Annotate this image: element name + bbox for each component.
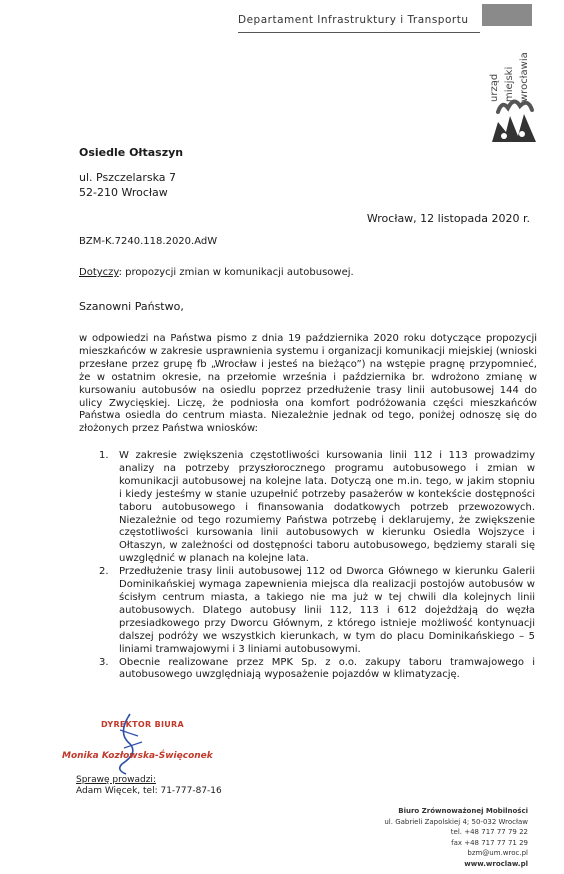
list-item-number: 1. bbox=[99, 450, 109, 461]
recipient-name: Osiedle Ołtaszyn bbox=[79, 146, 184, 159]
subject-label: Dotyczy bbox=[79, 267, 119, 278]
subject-line bbox=[79, 267, 354, 278]
case-handler-label: Sprawę prowadzi: bbox=[76, 775, 156, 785]
body-paragraph: w odpowiedzi na Państwa pismo z dnia 19 października 2020 roku dotyczące propozycji mieszkańców w zakresie usprawnienia systemu i organizacji komunikacji miejskiej (wnioski przesłane przez grupę fb „Wrocław i jesteś na bieżąco”) na wstępie pragnę przypomnieć, że w ostatnim okresie, na przełomie września i października br. wdrożono zmianę w kursowaniu autobusów na osiedlu poprzez przedłużenie trasy linii autobusowej 144 do ulicy Zwycięskiej. Liczę, że podniosła ona komfort podróżowania części mieszkańców Państwa osiedla do centrum miasta. Niezależnie jednak od tego, poniżej odnoszę się do złożonych przez Państwa wniosków: bbox=[79, 333, 537, 435]
proposal-list bbox=[99, 450, 535, 682]
footer-fax: fax +48 717 77 71 29 bbox=[451, 838, 528, 847]
recipient-city: 52-210 Wrocław bbox=[79, 186, 168, 199]
list-item bbox=[99, 566, 535, 656]
logo-line-1: urząd bbox=[489, 73, 500, 102]
list-item-text: Obecnie realizowane przez MPK Sp. z o.o. zakupy taboru tramwajowego i autobusowego uwzględniają wyposażenie pojazdów w klimatyzację. bbox=[119, 656, 535, 681]
signature-name-stamp: Monika Kozłowska-Święconek bbox=[62, 751, 213, 761]
case-handler bbox=[76, 775, 222, 797]
list-item bbox=[99, 450, 535, 566]
office-footer bbox=[378, 806, 528, 870]
list-item-text: Przedłużenie trasy linii autobusowej 112 od Dworca Głównego w kierunku Galerii Dominikańskiej wymaga zapewnienia miejsca dla realizacji postojów autobusów w ścisłym centrum miasta, a takiego nie ma już w tej chwili dla kolejnych linii autobusowych. Dlatego autobusy linii 112, 113 i 612 dojeżdżają do węzła przesiadkowego przy Dworcu Głównym, z którego istnieje możliwość kontynuacji dalszej podróży we wszystkich kierunkach, w tym do placu Dominikańskiego – 5 liniami tramwajowymi i 3 liniami autobusowymi. bbox=[119, 566, 535, 655]
city-logo-icon bbox=[488, 92, 540, 144]
footer-tel: tel. +48 717 77 79 22 bbox=[450, 828, 528, 837]
footer-address: ul. Gabrieli Zapolskiej 4; 50-032 Wrocław bbox=[384, 817, 528, 826]
case-handler-person: Adam Więcek, tel: 71-777-87-16 bbox=[76, 786, 222, 796]
header-divider bbox=[238, 32, 480, 33]
footer-email: bzm@um.wroc.pl bbox=[467, 849, 528, 858]
greeting: Szanowni Państwo, bbox=[79, 300, 184, 313]
signature-title-stamp: DYREKTOR BIURA bbox=[101, 720, 185, 729]
footer-web: www.wroclaw.pl bbox=[464, 859, 528, 868]
footer-office: Biuro Zrównoważonej Mobilności bbox=[398, 807, 528, 815]
list-item-text: W zakresie zwiększenia częstotliwości kursowania linii 112 i 113 prowadzimy analizy na potrzeby przyszłorocznego programu autobusowego i zmian w komunikacji autobusowej na kolejne lata. Dotyczą one m.in. tego, w jakim stopniu i kiedy jesteśmy w stanie uzupełnić potrzeby pasażerów w kontekście dostępności taboru autobusowego i finansowania dodatkowych potrzeb przewozowych. Niezależnie od tego rozumiemy Państwa potrzebę i deklarujemy, że zwiększenie częstotliwości kursowania linii autobusowych w kierunku Osiedla Wojszyce i Ołtaszyn, w zależności od dostępności taboru autobusowego, będziemy starali się uwzględnić w planach na kolejne lata. bbox=[119, 450, 535, 565]
list-item bbox=[99, 657, 535, 683]
handwritten-signature bbox=[100, 712, 160, 776]
reference-number: BZM-K.7240.118.2020.AdW bbox=[79, 236, 218, 247]
subject-text: : propozycji zmian w komunikacji autobusowej. bbox=[118, 267, 354, 278]
list-item-number: 2. bbox=[99, 566, 109, 578]
logo-text bbox=[489, 6, 537, 102]
recipient-street: ul. Pszczelarska 7 bbox=[79, 171, 177, 184]
department-name: Departament Infrastruktury i Transportu bbox=[238, 14, 469, 26]
logo-line-3: wrocławia bbox=[519, 52, 530, 102]
letter-date: Wrocław, 12 listopada 2020 r. bbox=[366, 212, 530, 225]
logo-line-2: miejski bbox=[504, 66, 515, 102]
list-item-number: 3. bbox=[99, 656, 109, 668]
